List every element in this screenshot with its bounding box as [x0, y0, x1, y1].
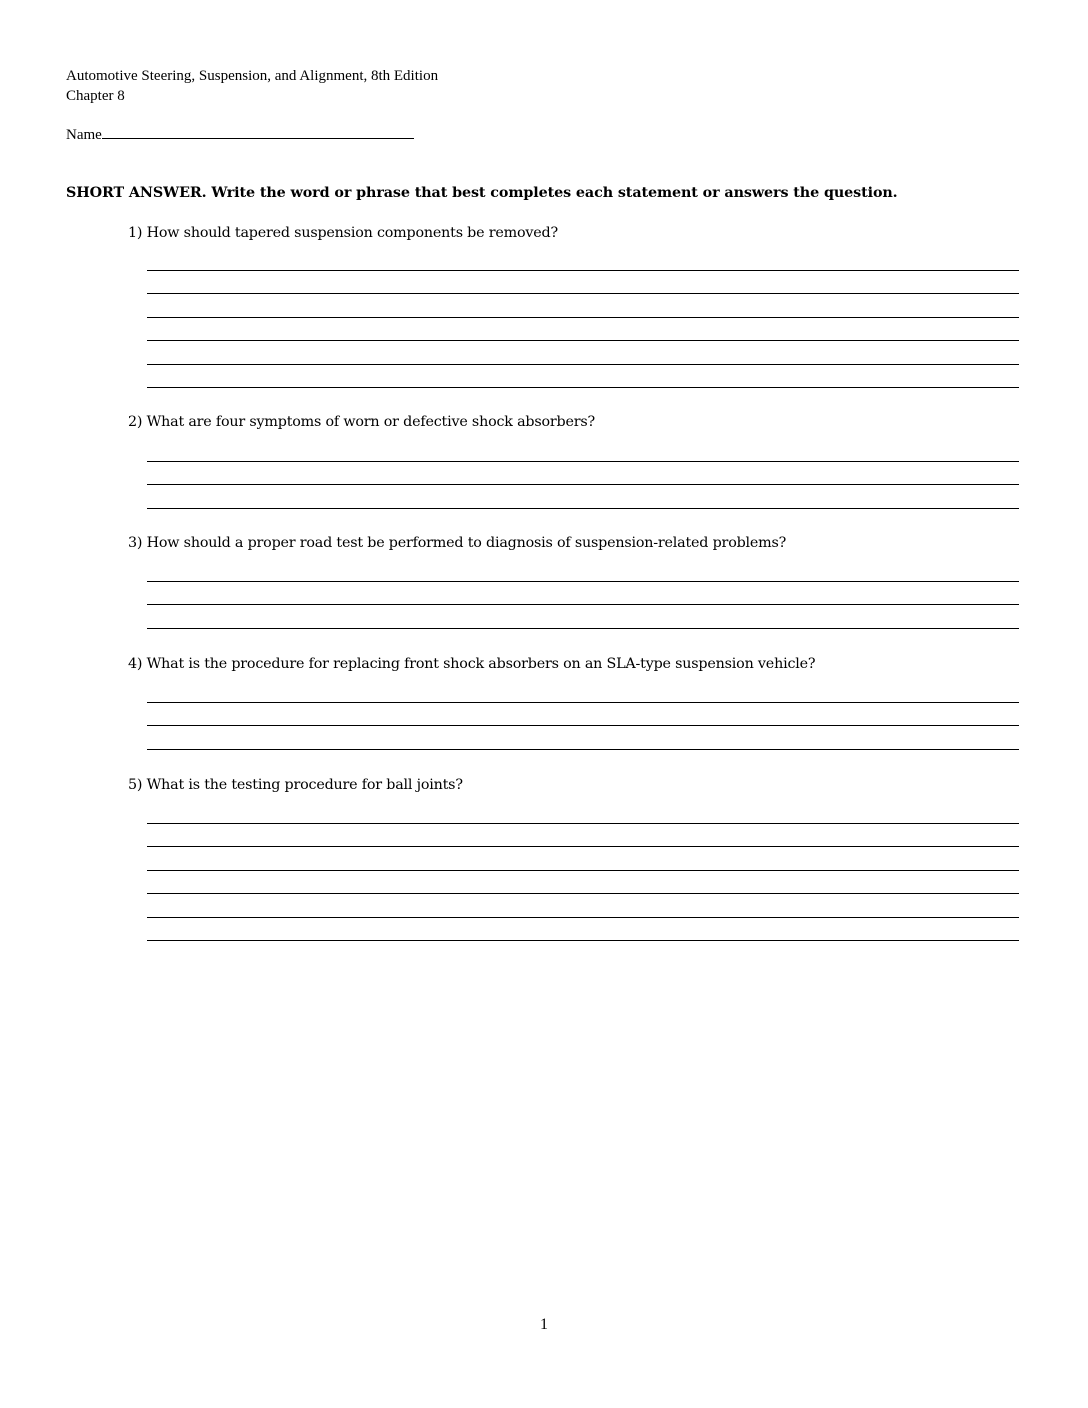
name-field[interactable]: [66, 124, 414, 145]
answer-line-q4[interactable]: [147, 702, 1019, 703]
answer-line-q5[interactable]: [147, 940, 1019, 941]
chapter-label: Chapter 8: [66, 88, 125, 104]
answer-line-q1[interactable]: [147, 340, 1019, 341]
answer-line-q1[interactable]: [147, 293, 1019, 294]
page-number: 1: [540, 1316, 548, 1333]
question-1: 1) How should tapered suspension components be removed?: [128, 225, 558, 241]
question-5: 5) What is the testing procedure for ball joints?: [128, 777, 463, 793]
answer-line-q1[interactable]: [147, 317, 1019, 318]
answer-line-q4[interactable]: [147, 725, 1019, 726]
document-title: Automotive Steering, Suspension, and Alignment, 8th Edition: [66, 68, 439, 84]
name-blank[interactable]: [102, 124, 414, 139]
answer-line-q3[interactable]: [147, 628, 1019, 629]
instructions: SHORT ANSWER. Write the word or phrase that best completes each statement or answers the question.: [66, 185, 898, 201]
answer-line-q5[interactable]: [147, 823, 1019, 824]
answer-line-q3[interactable]: [147, 581, 1019, 582]
answer-line-q4[interactable]: [147, 749, 1019, 750]
answer-line-q2[interactable]: [147, 484, 1019, 485]
answer-line-q5[interactable]: [147, 870, 1019, 871]
answer-line-q5[interactable]: [147, 846, 1019, 847]
answer-line-q2[interactable]: [147, 508, 1019, 509]
question-3: 3) How should a proper road test be performed to diagnosis of suspension-related problems?: [128, 535, 787, 551]
answer-line-q1[interactable]: [147, 387, 1019, 388]
answer-line-q5[interactable]: [147, 893, 1019, 894]
answer-line-q1[interactable]: [147, 364, 1019, 365]
question-4: 4) What is the procedure for replacing front shock absorbers on an SLA-type suspension vehicle?: [128, 656, 816, 672]
answer-line-q2[interactable]: [147, 461, 1019, 462]
answer-line-q5[interactable]: [147, 917, 1019, 918]
name-label: Name: [66, 127, 102, 143]
question-2: 2) What are four symptoms of worn or defective shock absorbers?: [128, 414, 596, 430]
answer-line-q1[interactable]: [147, 270, 1019, 271]
answer-line-q3[interactable]: [147, 604, 1019, 605]
